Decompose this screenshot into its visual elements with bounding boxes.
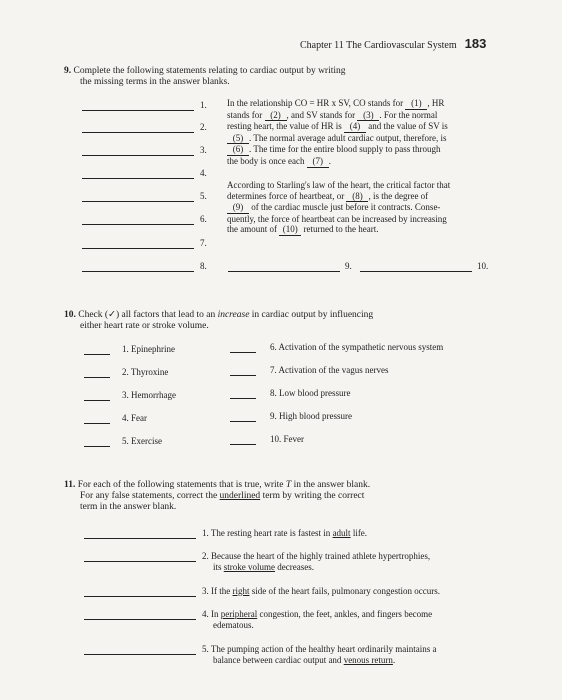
inline-blank-10: (10) <box>279 224 301 236</box>
item-number-6: 6. <box>200 214 207 224</box>
inline-blank-4: (4) <box>344 121 366 133</box>
answer-blank-10[interactable] <box>360 271 472 272</box>
item-number-3: 3. <box>200 145 207 155</box>
factor-item-3: 3. Hemorrhage <box>122 390 176 400</box>
factor-item-7: 7. Activation of the vagus nerves <box>270 365 389 375</box>
inline-blank-9: (9) <box>227 202 249 214</box>
answer-blank-5[interactable] <box>82 201 194 202</box>
check-blank-3[interactable] <box>84 400 110 401</box>
statement-2: 2. Because the heart of the highly trained athlete hypertrophies, its stroke volume decreases. <box>202 551 431 572</box>
answer-blank-1[interactable] <box>82 110 194 111</box>
item-number-9: 9. <box>345 261 352 271</box>
factor-item-8: 8. Low blood pressure <box>270 388 351 398</box>
q9-paragraph-2: According to Starling's law of the heart, the critical factor that determines force of heartbeat, or (8) , is the degree of (9) of the cardiac muscle just before it contracts. Conse- quently, the force of heartbeat can be increased by increasing the amount of (10) returned to the heart. <box>227 180 451 235</box>
item-number-4: 4. <box>200 168 207 178</box>
factor-item-6: 6. Activation of the sympathetic nervous system <box>270 342 444 352</box>
item-number-10: 10. <box>477 261 489 271</box>
answer-blank-s1[interactable] <box>84 538 196 539</box>
answer-blank-s4[interactable] <box>84 619 196 620</box>
statement-1: 1. The resting heart rate is fastest in adult life. <box>202 528 368 538</box>
item-number-5: 5. <box>200 191 207 201</box>
item-number-2: 2. <box>200 122 207 132</box>
q9-paragraph-1: In the relationship CO = HR x SV, CO stands for (1) , HR stands for (2) , and SV stands for (3) . For the normal resting heart, the value of HR is (4) and the value of SV is (5) . The normal average adult cardiac output, therefore, is (6) . The time for the entire blood supply to pass through the body is once each (7) . <box>227 98 448 166</box>
factor-item-2: 2. Thyroxine <box>122 367 169 377</box>
q11-prompt-line2: For any false statements, correct the underlined term by writing the correct <box>80 491 365 501</box>
item-number-1: 1. <box>200 100 207 110</box>
answer-blank-2[interactable] <box>82 132 194 133</box>
factor-item-9: 9. High blood pressure <box>270 411 352 421</box>
item-number-8: 8. <box>200 261 207 271</box>
check-blank-1[interactable] <box>84 354 110 355</box>
page-header <box>300 36 486 51</box>
statement-3: 3. If the right side of the heart fails, pulmonary congestion occurs. <box>202 586 440 596</box>
q10-prompt-line2: either heart rate or stroke volume. <box>80 321 209 331</box>
answer-blank-s2[interactable] <box>84 561 196 562</box>
check-blank-7[interactable] <box>230 375 256 376</box>
answer-blank-9[interactable] <box>228 271 340 272</box>
inline-blank-2: (2) <box>265 110 287 122</box>
q10-number: 10. <box>64 310 76 320</box>
chapter-title: Chapter 11 The Cardiovascular System <box>300 40 457 51</box>
q9-prompt-line2: the missing terms in the answer blanks. <box>80 77 230 87</box>
item-number-7: 7. <box>200 238 207 248</box>
answer-blank-8[interactable] <box>82 271 194 272</box>
factor-item-10: 10. Fever <box>270 434 304 444</box>
q11-number: 11. <box>64 480 76 490</box>
check-blank-2[interactable] <box>84 377 110 378</box>
inline-blank-3: (3) <box>357 110 379 122</box>
page-number: 183 <box>464 36 487 51</box>
factor-item-1: 1. Epinephrine <box>122 344 175 354</box>
check-blank-8[interactable] <box>230 398 256 399</box>
answer-blank-s5[interactable] <box>84 654 196 655</box>
check-blank-6[interactable] <box>230 352 256 353</box>
inline-blank-7: (7) <box>307 156 329 168</box>
answer-blank-s3[interactable] <box>84 596 196 597</box>
statement-5: 5. The pumping action of the healthy heart ordinarily maintains a balance between cardiac output and venous return. <box>202 644 437 665</box>
q9-prompt <box>64 66 346 77</box>
inline-blank-8: (8) <box>346 191 368 203</box>
answer-blank-7[interactable] <box>82 248 194 249</box>
q9-number: 9. <box>64 66 72 76</box>
factor-item-4: 4. Fear <box>122 413 147 423</box>
inline-blank-1: (1) <box>405 98 427 110</box>
factor-item-5: 5. Exercise <box>122 436 162 446</box>
check-blank-5[interactable] <box>84 446 110 447</box>
answer-blank-3[interactable] <box>82 155 194 156</box>
check-blank-4[interactable] <box>84 423 110 424</box>
check-blank-9[interactable] <box>230 421 256 422</box>
inline-blank-5: (5) <box>227 133 249 145</box>
q10-prompt: 10. Check (✓) all factors that lead to an increase in cardiac output by influencing <box>64 310 374 320</box>
inline-blank-6: (6) <box>227 144 249 156</box>
statement-4: 4. In peripheral congestion, the feet, ankles, and fingers become edematous. <box>202 609 433 630</box>
answer-blank-4[interactable] <box>82 178 194 179</box>
q11-prompt-line3: term in the answer blank. <box>80 502 177 512</box>
q9-prompt-line1: Complete the following statements relating to cardiac output by writing <box>73 66 346 76</box>
q11-prompt: 11. For each of the following statements that is true, write T in the answer blank. <box>64 480 371 490</box>
check-blank-10[interactable] <box>230 444 256 445</box>
answer-blank-6[interactable] <box>82 224 194 225</box>
